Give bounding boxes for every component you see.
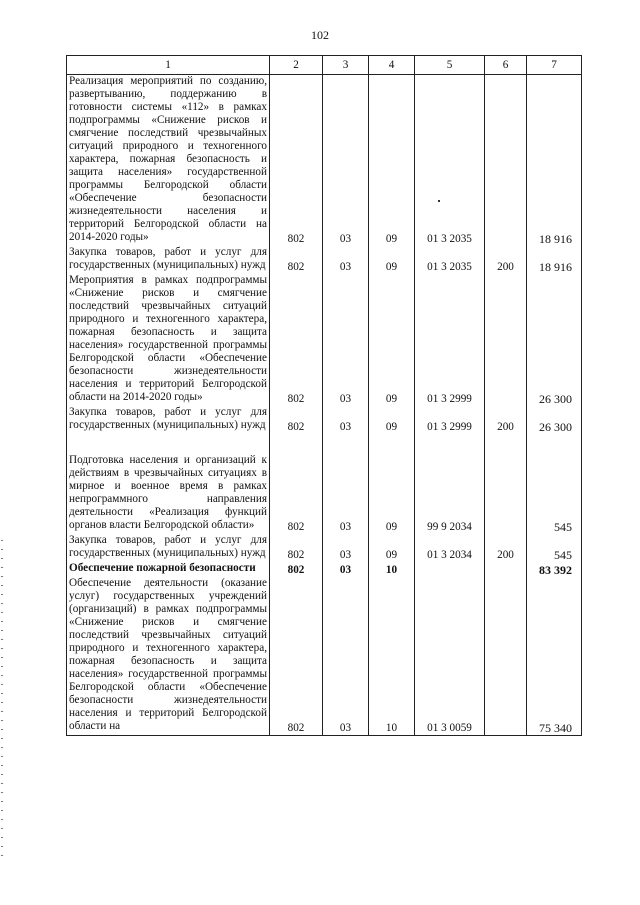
cell-col-2: 802: [270, 246, 323, 274]
cell-col-2: 802: [270, 577, 323, 736]
cell-col-3: 03: [323, 454, 369, 534]
row-description: Закупка товаров, работ и услуг для государственных (муниципальных) нужд: [67, 406, 270, 434]
cell-col-3: 03: [323, 246, 369, 274]
cell-col-2: 802: [270, 562, 323, 577]
cell-amount: 18 916: [527, 246, 582, 274]
cell-col-4: 09: [369, 246, 415, 274]
cell-col-6: [485, 274, 527, 406]
row-description: Мероприятия в рамках подпрограммы «Снижение рисков и смягчение последствий чрезвычайных ситуаций природного и техногенного характера, пожарная безопасность и защита населения» государственной программы Белгородской области «Обеспечение безопасности жизнедеятельности населения и территорий Белгородской области на 2014-2020 годы»: [67, 274, 270, 406]
cell-col-6: [485, 454, 527, 534]
cell-col-5: 01 3 2999: [415, 274, 485, 406]
cell-col-5: 01 3 2035: [415, 75, 485, 247]
cell-col-3: 03: [323, 562, 369, 577]
header-col-4: 4: [369, 56, 415, 75]
cell-col-4: 10: [369, 562, 415, 577]
table-row: [67, 577, 582, 736]
table-row-section-total: [67, 562, 582, 577]
scan-speck: [438, 200, 440, 202]
cell-amount: 75 340: [527, 577, 582, 736]
header-col-5: 5: [415, 56, 485, 75]
cell-col-3: 03: [323, 577, 369, 736]
cell-col-4: 09: [369, 534, 415, 562]
cell-col-2: 802: [270, 406, 323, 434]
cell-col-6: [485, 75, 527, 247]
row-description: Реализация мероприятий по созданию, развертыванию, поддержанию в готовности системы «112» в рамках подпрограммы «Снижение рисков и смягчение последствий чрезвычайных ситуаций природного и техногенного характера, пожарная безопасность и защита населения» государственной программы Белгородской области «Обеспечение безопасности жизнедеятельности населения и территорий Белгородской области на 2014-2020 годы»: [67, 75, 270, 247]
binding-hole-marks: [1, 540, 3, 860]
table-row: [67, 75, 582, 247]
row-description: Закупка товаров, работ и услуг для государственных (муниципальных) нужд: [67, 246, 270, 274]
cell-col-5: [415, 562, 485, 577]
table-row: [67, 534, 582, 562]
cell-col-3: 03: [323, 534, 369, 562]
cell-col-6: [485, 562, 527, 577]
table-row: [67, 246, 582, 274]
table-row: [67, 454, 582, 534]
cell-col-2: 802: [270, 274, 323, 406]
cell-col-5: 01 3 2999: [415, 406, 485, 434]
header-col-2: 2: [270, 56, 323, 75]
row-description: Обеспечение пожарной безопасности: [67, 562, 270, 577]
cell-col-2: 802: [270, 534, 323, 562]
cell-col-4: 09: [369, 454, 415, 534]
cell-col-3: 03: [323, 274, 369, 406]
cell-amount: 545: [527, 454, 582, 534]
cell-col-5: 01 3 0059: [415, 577, 485, 736]
cell-amount: 18 916: [527, 75, 582, 247]
header-col-1: 1: [67, 56, 270, 75]
cell-col-6: 200: [485, 406, 527, 434]
cell-col-5: 01 3 2034: [415, 534, 485, 562]
cell-col-4: 09: [369, 406, 415, 434]
header-col-3: 3: [323, 56, 369, 75]
cell-col-6: [485, 577, 527, 736]
cell-col-3: 03: [323, 75, 369, 247]
cell-col-5: 01 3 2035: [415, 246, 485, 274]
cell-col-6: 200: [485, 534, 527, 562]
cell-col-2: 802: [270, 454, 323, 534]
cell-amount: 83 392: [527, 562, 582, 577]
table-header-row: [67, 56, 582, 75]
cell-amount: 26 300: [527, 274, 582, 406]
header-col-7: 7: [527, 56, 582, 75]
header-col-6: 6: [485, 56, 527, 75]
cell-col-4: 09: [369, 75, 415, 247]
cell-col-5: 99 9 2034: [415, 454, 485, 534]
table-row: [67, 406, 582, 434]
cell-amount: 26 300: [527, 406, 582, 434]
cell-col-2: 802: [270, 75, 323, 247]
row-description: Обеспечение деятельности (оказание услуг) государственных учреждений (организаций) в рамках подпрограммы «Снижение рисков и смягчение последствий чрезвычайных ситуаций природного и техногенного характера, пожарная безопасность и защита населения» государственной программы Белгородской области «Обеспечение безопасности жизнедеятельности населения и территорий Белгородской области на: [67, 577, 270, 736]
cell-col-4: 10: [369, 577, 415, 736]
row-description: Закупка товаров, работ и услуг для государственных (муниципальных) нужд: [67, 534, 270, 562]
cell-col-4: 09: [369, 274, 415, 406]
cell-amount: 545: [527, 534, 582, 562]
table-row: [67, 274, 582, 406]
cell-col-3: 03: [323, 406, 369, 434]
page-number: 102: [311, 28, 329, 42]
cell-col-6: 200: [485, 246, 527, 274]
table-spacer-row: [67, 434, 582, 454]
budget-table: [66, 55, 582, 736]
row-description: Подготовка населения и организаций к действиям в чрезвычайных ситуациях в мирное и военное время в рамках непрограммного направления деятельности «Реализация функций органов власти Белгородской области»: [67, 454, 270, 534]
